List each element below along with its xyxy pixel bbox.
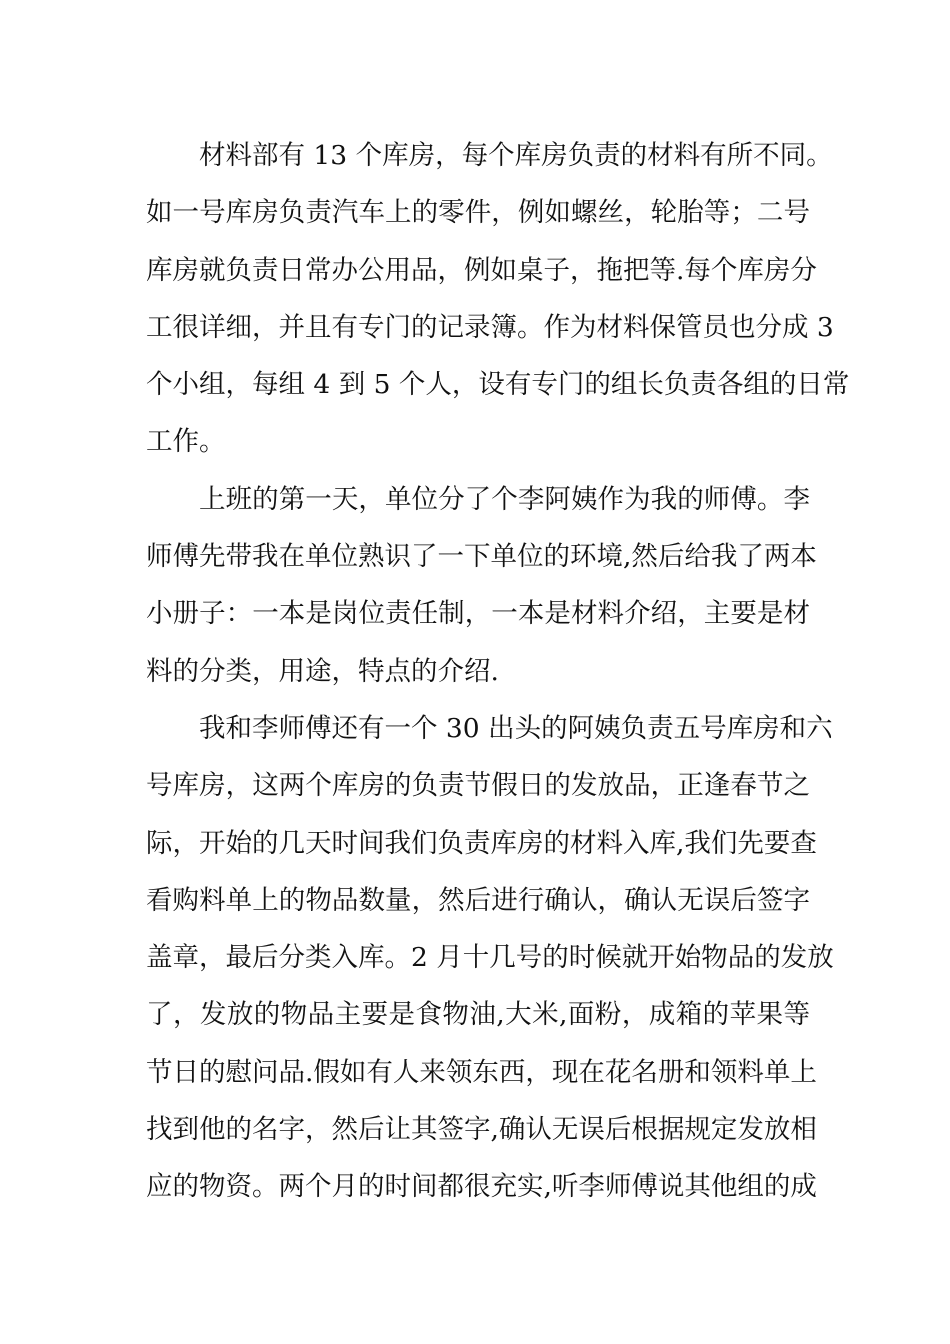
- text-line: 小册子：一本是岗位责任制，一本是材料介绍，主要是材: [146, 598, 810, 630]
- document-body: [146, 127, 850, 1216]
- text-line: 了，发放的物品主要是食物油,大米,面粉，成箱的苹果等: [146, 999, 810, 1031]
- text-line: 师傅先带我在单位熟识了一下单位的环境,然后给我了两本: [146, 541, 817, 573]
- text-line: 我和李师傅还有一个 30 出头的阿姨负责五号库房和六: [199, 712, 833, 744]
- text-line: 际，开始的几天时间我们负责库房的材料入库,我们先要查: [146, 827, 817, 859]
- text-line: 工作。: [146, 426, 226, 458]
- paragraph-2: [146, 471, 817, 700]
- text-line: 个小组，每组 4 到 5 个人，设有专门的组长负责各组的日常: [146, 369, 850, 401]
- text-line: 节日的慰问品.假如有人来领东西，现在花名册和领料单上: [146, 1056, 817, 1088]
- text-line: 应的物资。两个月的时间都很充实,听李师傅说其他组的成: [146, 1171, 817, 1203]
- text-line: 看购料单上的物品数量，然后进行确认，确认无误后签字: [146, 884, 810, 916]
- text-line: 库房就负责日常办公用品，例如桌子，拖把等.每个库房分: [146, 254, 817, 286]
- text-line: 工很详细，并且有专门的记录簿。作为材料保管员也分成 3: [146, 311, 834, 343]
- text-line: 如一号库房负责汽车上的零件，例如螺丝，轮胎等；二号: [146, 197, 810, 229]
- paragraph-3: [146, 700, 834, 1216]
- text-line: 号库房，这两个库房的负责节假日的发放品，正逢春节之: [146, 770, 810, 802]
- text-line: 找到他的名字，然后让其签字,确认无误后根据规定发放相: [146, 1114, 817, 1146]
- text-line: 料的分类，用途，特点的介绍.: [146, 655, 499, 687]
- text-line: 材料部有 13 个库房，每个库房负责的材料有所不同。: [199, 140, 833, 171]
- text-line: 盖章，最后分类入库。2 月十几号的时候就开始物品的发放: [146, 942, 834, 974]
- paragraph-1: [146, 127, 850, 471]
- text-line: 上班的第一天，单位分了个李阿姨作为我的师傅。李: [199, 483, 810, 515]
